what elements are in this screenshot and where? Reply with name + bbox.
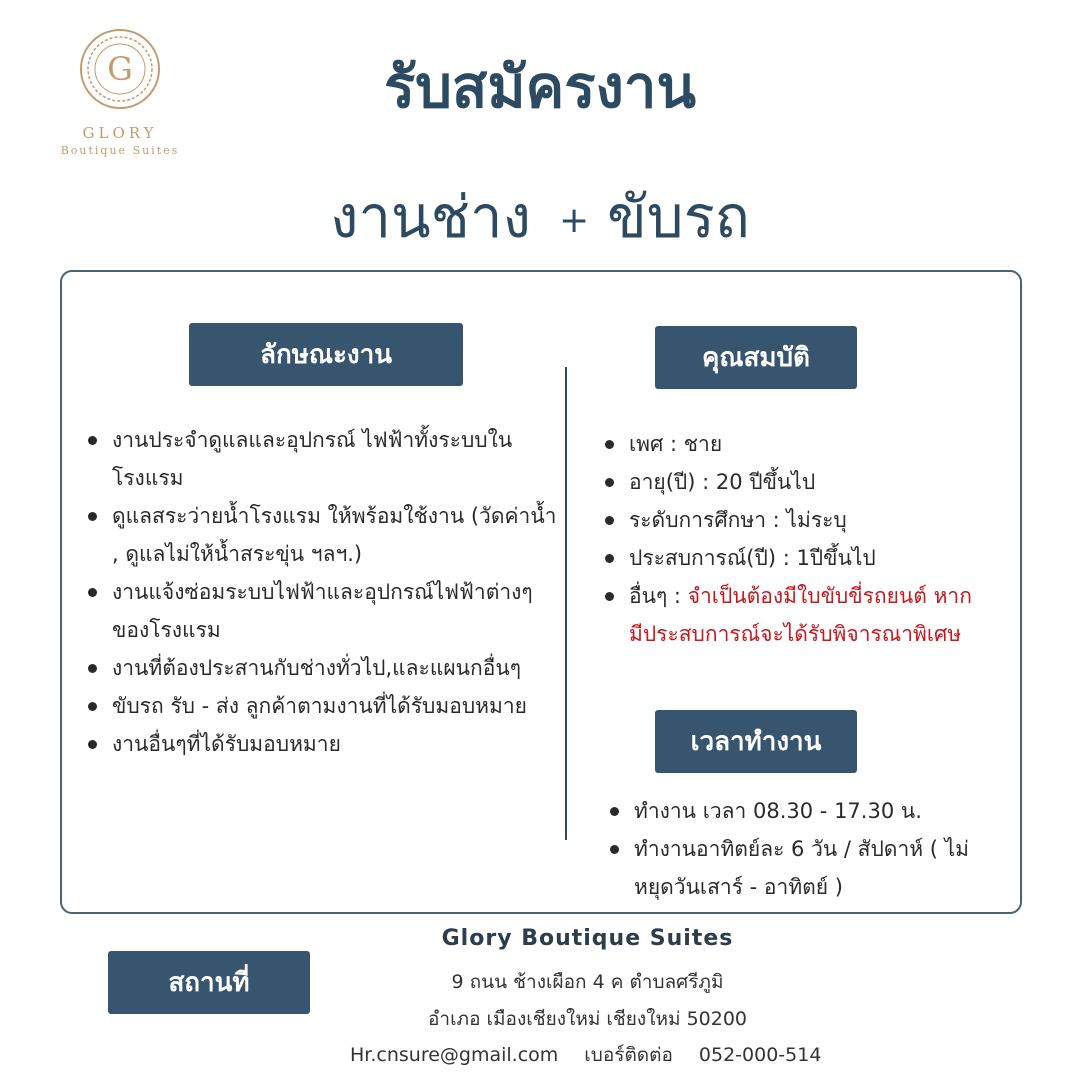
qualifications-list — [603, 425, 983, 653]
working-hours-heading: เวลาทำงาน — [655, 710, 857, 773]
page-title: รับสมัครงาน — [383, 53, 697, 121]
brand-name: GLORY — [82, 124, 158, 142]
other-requirement: จำเป็นต้องมีใบขับขี่รถยนต์ หากมีประสบการณ์จะได้รับพิจารณาพิเศษ — [629, 584, 972, 646]
list-item-other — [603, 577, 983, 653]
plus-sign: + — [558, 200, 590, 242]
list-item: ประสบการณ์(ปี) : 1ปีขึ้นไป — [603, 539, 983, 577]
contact-email[interactable]: Hr.cnsure@gmail.com — [350, 1044, 559, 1066]
address-line-2: อำเภอ เมืองเชียงใหม่ เชียงใหม่ 50200 — [427, 1008, 748, 1030]
list-item: เพศ : ชาย — [603, 425, 983, 463]
list-item: ทำงานอาทิตย์ละ 6 วัน / สัปดาห์ ( ไม่หยุดวันเสาร์ - อาทิตย์ ) — [608, 830, 988, 906]
list-item: ระดับการศึกษา : ไม่ระบุ — [603, 501, 983, 539]
subtitle-driver: ขับรถ — [607, 183, 750, 251]
list-item: งานแจ้งซ่อมระบบไฟฟ้าและอุปกรณ์ไฟฟ้าต่างๆ ของโรงแรม — [86, 573, 564, 649]
location-heading: สถานที่ — [108, 951, 310, 1014]
other-label: อื่นๆ : — [629, 584, 688, 608]
list-item: ดูแลสระว่ายน้ำโรงแรม ให้พร้อมใช้งาน (วัดค่าน้ำ , ดูแลไม่ให้น้ำสระขุ่น ฯลฯ.) — [86, 497, 564, 573]
column-divider — [565, 367, 567, 840]
list-item: ขับรถ รับ - ส่ง ลูกค้าตามงานที่ได้รับมอบหมาย — [86, 687, 564, 725]
svg-text:G: G — [107, 50, 133, 88]
contact-phone[interactable]: 052-000-514 — [698, 1044, 822, 1066]
contact-line — [350, 1040, 847, 1070]
job-description-list — [86, 421, 564, 763]
job-subtitle — [0, 170, 1080, 263]
qualifications-heading: คุณสมบัติ — [655, 326, 857, 389]
list-item: งานประจำดูแลและอุปกรณ์ ไฟฟ้าทั้งระบบใน โรงแรม — [86, 421, 564, 497]
list-item: ทำงาน เวลา 08.30 - 17.30 น. — [608, 792, 988, 830]
list-item: งานที่ต้องประสานกับช่างทั่วไป,และแผนกอื่นๆ — [86, 649, 564, 687]
subtitle-technician: งานช่าง — [330, 183, 531, 251]
working-hours-list — [608, 792, 988, 906]
brand-subtitle: Boutique Suites — [60, 144, 180, 157]
address-line-1: 9 ถนน ช้างเผือก 4 ค ตำบลศรีภูมิ — [451, 971, 724, 993]
list-item: งานอื่นๆที่ได้รับมอบหมาย — [86, 725, 564, 763]
phone-label: เบอร์ติดต่อ — [584, 1044, 673, 1066]
job-description-heading: ลักษณะงาน — [189, 323, 463, 386]
hotel-name: Glory Boutique Suites — [441, 926, 734, 951]
list-item: อายุ(ปี) : 20 ปีขึ้นไป — [603, 463, 983, 501]
